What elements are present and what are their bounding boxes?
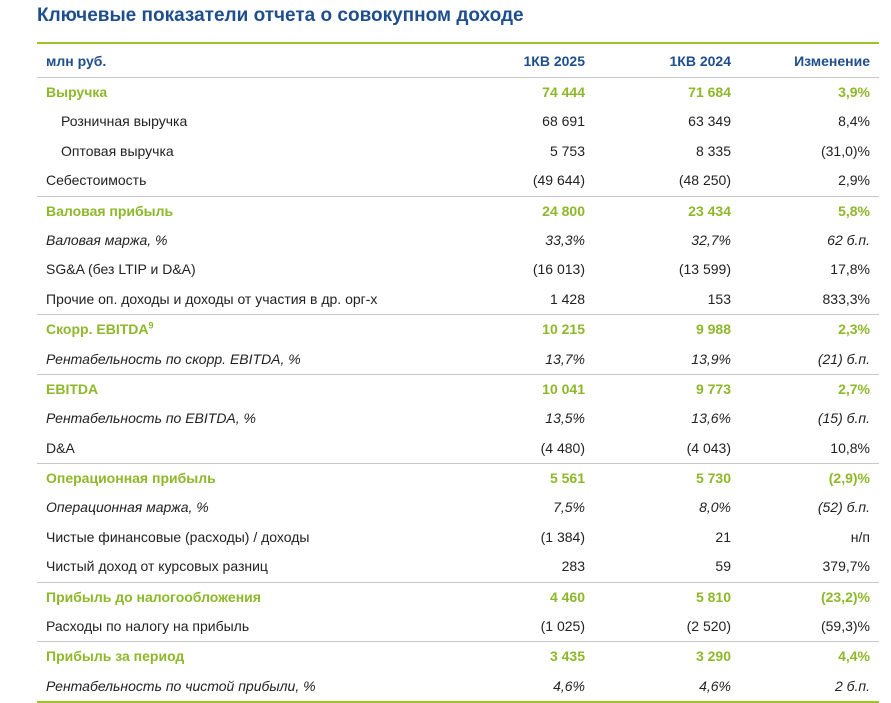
table-row xyxy=(37,463,879,493)
value-1kv-2025: 5 561 xyxy=(549,470,585,487)
value-change: 379,7% xyxy=(822,558,870,575)
table-row xyxy=(37,672,879,703)
row-label xyxy=(61,143,174,159)
page-title: Ключевые показатели отчета о совокупном доходе xyxy=(37,5,524,26)
value-1kv-2024: (13 599) xyxy=(678,261,731,278)
row-label-text: Чистый доход от курсовых разниц xyxy=(46,558,268,575)
table-row xyxy=(37,434,879,463)
value-1kv-2025: 3 435 xyxy=(549,648,585,665)
value-1kv-2024: 59 xyxy=(715,558,731,575)
value-1kv-2025: 74 444 xyxy=(542,84,585,100)
income-statement-table xyxy=(37,42,879,703)
value-change: 17,8% xyxy=(830,261,870,278)
row-label-text: Себестоимость xyxy=(46,172,147,189)
header-col-1kv-2025: 1КВ 2025 xyxy=(523,53,585,69)
value-1kv-2024: 153 xyxy=(707,290,731,307)
value-1kv-2024: (48 250) xyxy=(678,172,731,189)
value-1kv-2025: (16 013) xyxy=(532,261,585,278)
row-label xyxy=(46,529,309,545)
table-row xyxy=(37,345,879,374)
row-label-text: Операционная прибыль xyxy=(46,470,216,487)
value-change: (31,0)% xyxy=(820,142,870,159)
table-row xyxy=(37,226,879,255)
table-row xyxy=(37,612,879,641)
value-1kv-2024: 23 434 xyxy=(688,202,731,219)
row-label-text: Расходы по налогу на прибыль xyxy=(46,618,250,635)
row-label xyxy=(46,351,301,367)
value-change: (52) б.п. xyxy=(817,499,870,516)
row-label xyxy=(46,440,75,456)
value-1kv-2025: 68 691 xyxy=(542,113,585,130)
table-row xyxy=(37,404,879,433)
row-label-text: Выручка xyxy=(46,84,108,100)
value-1kv-2025: (1 384) xyxy=(540,528,585,545)
header-col-change: Изменение xyxy=(794,53,870,69)
row-label xyxy=(46,291,377,307)
row-label-text: Скорр. EBITDA xyxy=(46,321,149,338)
value-change: (23,2)% xyxy=(820,588,870,605)
row-label xyxy=(46,678,316,694)
value-1kv-2024: 4,6% xyxy=(699,677,731,694)
value-1kv-2025: 1 428 xyxy=(549,290,585,307)
row-label xyxy=(46,84,107,100)
value-1kv-2024: 3 290 xyxy=(695,648,731,665)
value-1kv-2024: 21 xyxy=(715,528,731,545)
table-row xyxy=(37,166,879,195)
table-row xyxy=(37,137,879,166)
row-label xyxy=(46,648,184,664)
value-1kv-2025: 4,6% xyxy=(553,677,585,694)
value-1kv-2024: (4 043) xyxy=(686,439,731,456)
value-1kv-2024: 32,7% xyxy=(691,231,731,248)
row-label-text: Прочие оп. доходы и доходы от участия в др. орг-х xyxy=(46,290,378,307)
value-1kv-2025: 10 215 xyxy=(542,321,585,338)
row-label xyxy=(46,470,216,486)
value-1kv-2024: 8,0% xyxy=(699,499,731,516)
value-1kv-2025: (49 644) xyxy=(532,172,585,189)
row-label-text: Рентабельность по чистой прибыли, % xyxy=(46,677,316,694)
value-1kv-2025: 33,3% xyxy=(545,231,585,248)
row-label xyxy=(46,381,98,397)
row-label xyxy=(46,321,154,337)
value-change: 3,9% xyxy=(838,84,870,100)
table-row xyxy=(37,523,879,552)
value-change: (2,9)% xyxy=(828,470,870,487)
value-1kv-2025: 13,5% xyxy=(545,410,585,427)
value-1kv-2025: 13,7% xyxy=(545,350,585,367)
row-label-text: Прибыль за период xyxy=(46,648,185,665)
table-row xyxy=(37,314,879,344)
value-change: 5,8% xyxy=(838,202,870,219)
footnote-marker: 9 xyxy=(148,320,154,331)
value-change: 2,7% xyxy=(838,380,870,397)
row-label xyxy=(46,589,261,605)
value-1kv-2024: 63 349 xyxy=(688,113,731,130)
row-label-text: Розничная выручка xyxy=(61,113,188,130)
table-row xyxy=(37,77,879,107)
row-label-text: Прибыль до налогообложения xyxy=(46,588,261,605)
value-1kv-2024: 13,9% xyxy=(691,350,731,367)
row-label xyxy=(46,499,209,515)
row-label-text: Рентабельность по скорр. EBITDA, % xyxy=(46,350,301,367)
value-1kv-2024: 9 773 xyxy=(695,380,731,397)
value-change: (15) б.п. xyxy=(817,410,870,427)
value-1kv-2024: 8 335 xyxy=(695,142,731,159)
row-label xyxy=(46,558,268,574)
value-change: 62 б.п. xyxy=(827,231,870,248)
value-1kv-2025: 24 800 xyxy=(542,202,585,219)
row-label-text: Чистые финансовые (расходы) / доходы xyxy=(46,528,310,545)
value-1kv-2025: 4 460 xyxy=(549,588,585,605)
row-label xyxy=(46,618,249,634)
row-label xyxy=(46,261,196,277)
table-row xyxy=(37,255,879,284)
value-1kv-2024: (2 520) xyxy=(686,618,731,635)
value-change: 4,4% xyxy=(838,648,870,665)
table-row xyxy=(37,582,879,612)
value-change: 2 б.п. xyxy=(834,677,870,694)
value-change: н/п xyxy=(850,528,870,545)
table-row xyxy=(37,196,879,226)
value-1kv-2024: 5 810 xyxy=(695,588,731,605)
row-label-text: Операционная маржа, % xyxy=(46,499,209,516)
value-1kv-2025: (4 480) xyxy=(540,439,585,456)
row-label-text: Валовая прибыль xyxy=(46,202,174,219)
table-row xyxy=(37,552,879,581)
value-change: (21) б.п. xyxy=(817,350,870,367)
value-1kv-2024: 9 988 xyxy=(695,321,731,338)
table-header-row xyxy=(37,44,879,77)
row-label xyxy=(61,113,187,129)
row-label-text: Валовая маржа, % xyxy=(46,231,168,248)
row-label-text: SG&A (без LTIP и D&A) xyxy=(46,261,196,278)
value-1kv-2024: 5 730 xyxy=(695,470,731,487)
value-change: 2,3% xyxy=(838,321,870,338)
table-row xyxy=(37,493,879,522)
table-row xyxy=(37,374,879,404)
value-change: 8,4% xyxy=(838,113,870,130)
value-1kv-2024: 13,6% xyxy=(691,410,731,427)
value-change: 10,8% xyxy=(830,439,870,456)
row-label xyxy=(46,410,256,426)
header-col-1kv-2024: 1КВ 2024 xyxy=(669,53,731,69)
table-row xyxy=(37,641,879,671)
row-label xyxy=(46,172,146,188)
value-1kv-2025: 5 753 xyxy=(549,142,585,159)
value-1kv-2025: (1 025) xyxy=(540,618,585,635)
row-label-text: D&A xyxy=(46,439,75,456)
table-row xyxy=(37,107,879,136)
row-label xyxy=(46,232,167,248)
table-body xyxy=(37,77,879,703)
value-change: 2,9% xyxy=(838,172,870,189)
value-change: (59,3)% xyxy=(820,618,870,635)
table-row xyxy=(37,285,879,314)
value-1kv-2025: 10 041 xyxy=(542,380,585,397)
value-1kv-2025: 283 xyxy=(561,558,585,575)
value-1kv-2024: 71 684 xyxy=(688,84,731,100)
row-label-text: Рентабельность по EBITDA, % xyxy=(46,410,256,427)
row-label-text: Оптовая выручка xyxy=(61,142,174,159)
row-label-text: EBITDA xyxy=(46,380,99,397)
header-unit: млн руб. xyxy=(46,53,107,69)
value-change: 833,3% xyxy=(822,290,870,307)
value-1kv-2025: 7,5% xyxy=(553,499,585,516)
row-label xyxy=(46,203,173,219)
